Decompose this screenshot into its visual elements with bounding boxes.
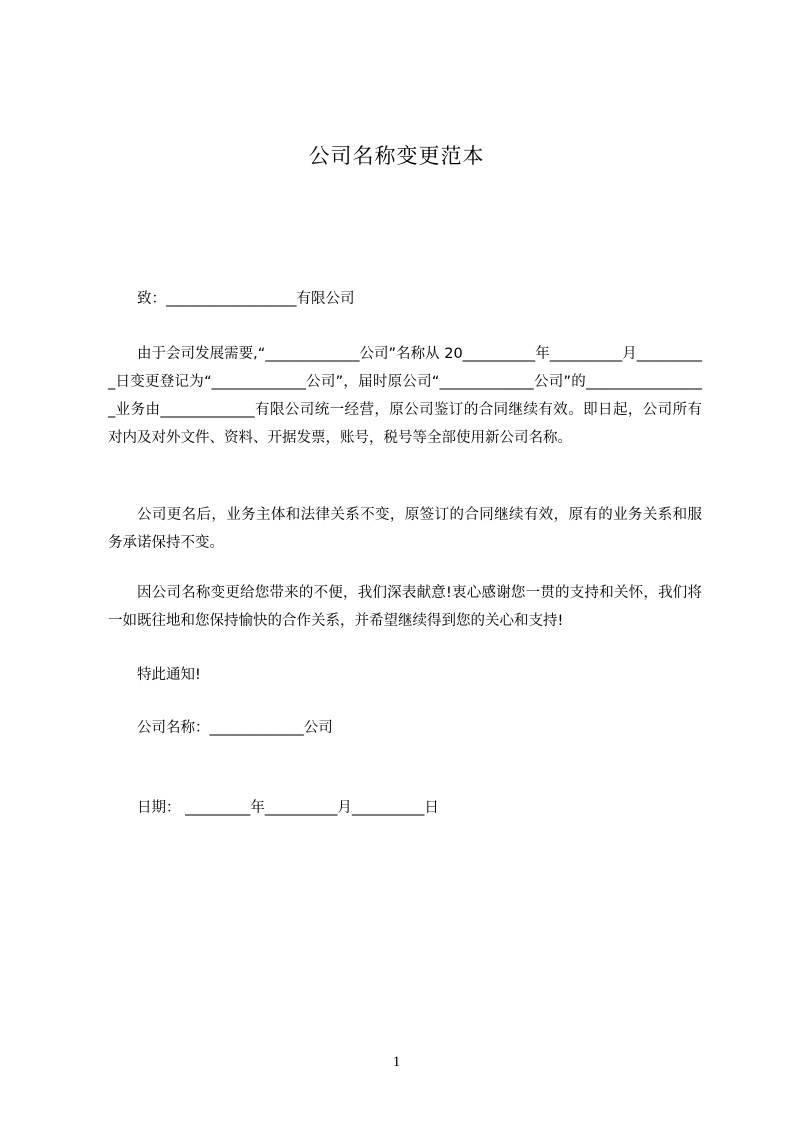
date-line: 日期： _________年__________月__________日 (137, 800, 439, 816)
paragraph-apology: 因公司名称变更给您带来的不便，我们深表献意!衷心感谢您一贯的支持和关怀，我们将一如既往地和您保持愉快的合作关系，并希望继续得到您的关心和支持! (108, 585, 702, 629)
company-name-line: 公司名称：_____________公司 (137, 720, 333, 736)
notice-line: 特此通知! (137, 667, 201, 683)
salutation-line: 致：__________________有限公司 (137, 291, 355, 307)
paragraph-legal-relationship: 公司更名后，业务主体和法律关系不变，原签订的合同继续有效，原有的业务关系和服务承诺保持不变。 (108, 507, 702, 551)
document-title: 公司名称变更范本 (308, 144, 485, 168)
page-number: 1 (392, 1054, 401, 1070)
paragraph-name-change: 由于会司发展需要,“_____________公司”名称从 20__________年__________月__________日变更登记为“_____________公司”，届时原公司“_____________公司”的_________________业务由_____________有限公司统一经营，原公司鉴订的合同继续有效。即日起，公司所有对内及对外文件、资料、开据发票，账号，税号等全部使用新公司名称。 (108, 346, 702, 446)
